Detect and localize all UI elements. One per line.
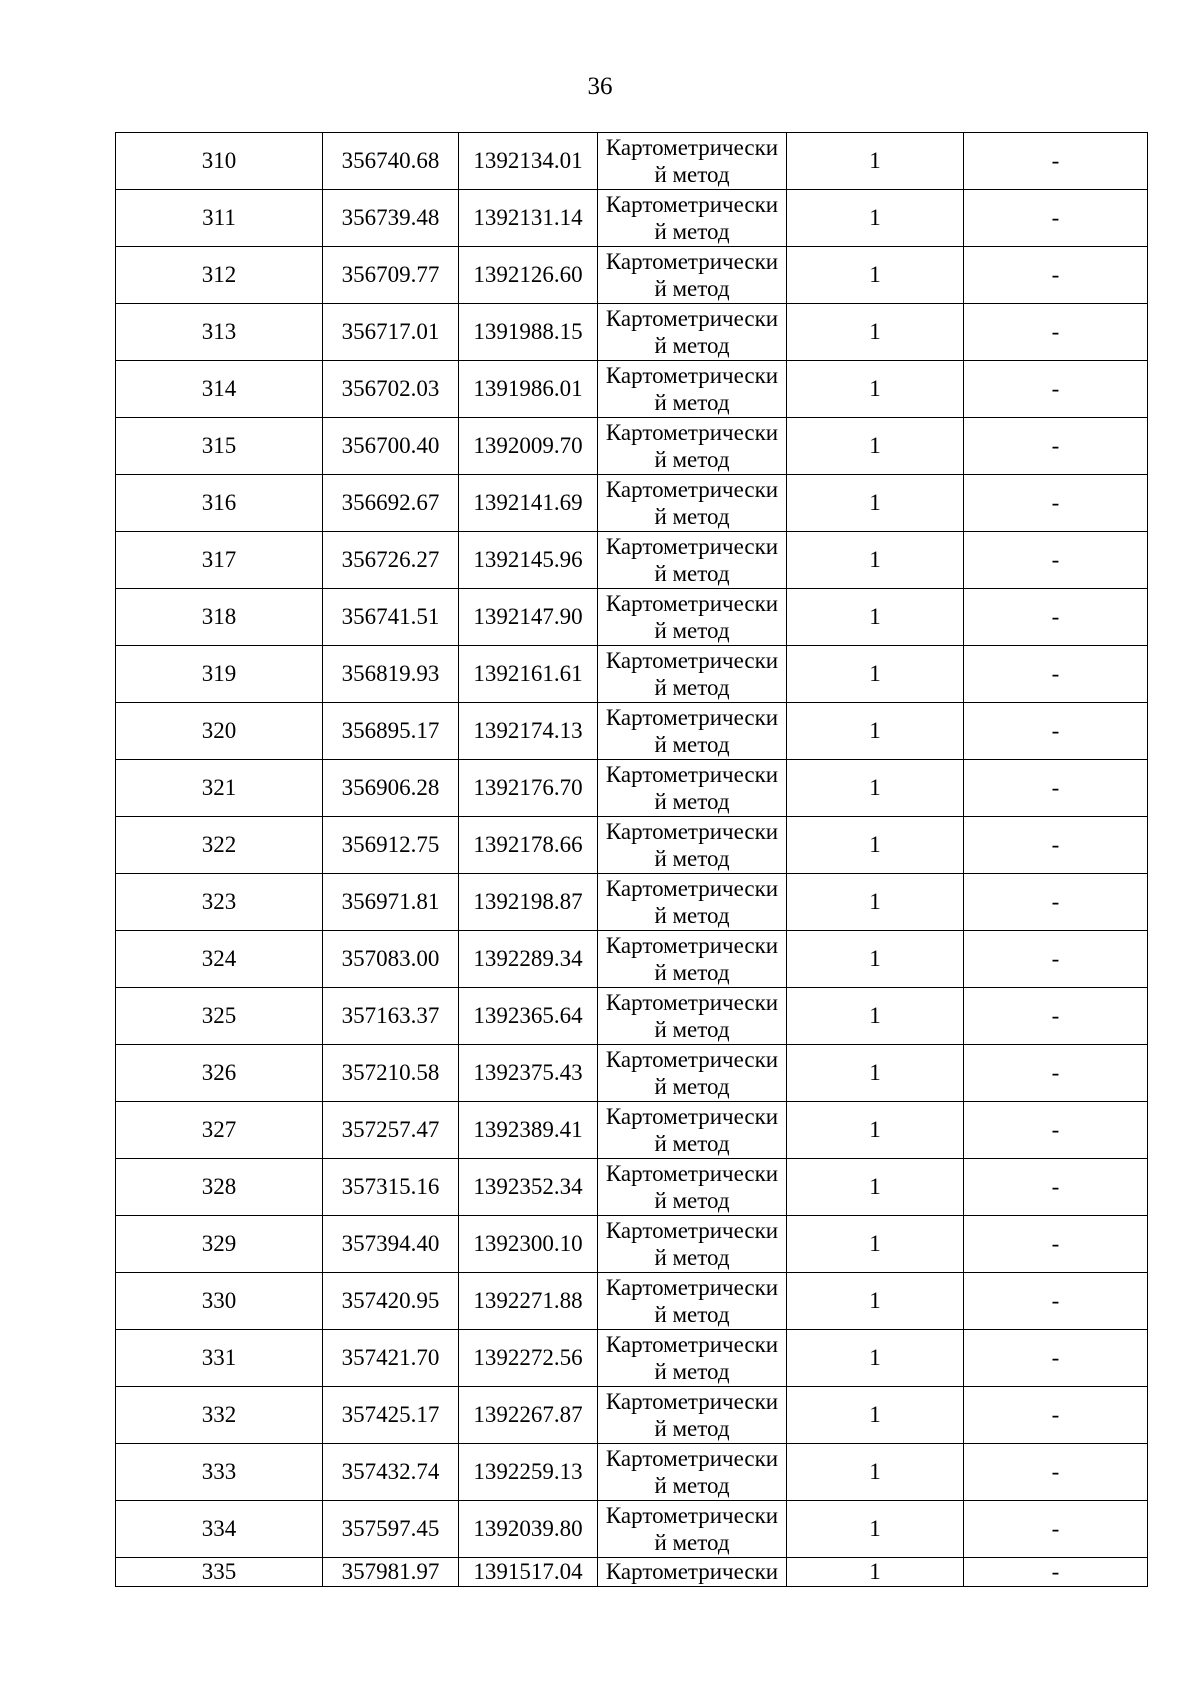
- method-cell: [598, 1387, 787, 1444]
- method-text-line: й метод: [654, 675, 730, 700]
- method-cell: [598, 703, 787, 760]
- table-row: [116, 418, 1148, 475]
- coordinate-y-cell: 1392039.80: [459, 1501, 598, 1558]
- point-number-cell: 335: [116, 1558, 323, 1587]
- coordinate-x-cell: 356741.51: [323, 589, 459, 646]
- note-cell: -: [964, 817, 1148, 874]
- coordinate-y-cell: 1392126.60: [459, 247, 598, 304]
- point-number-cell: 321: [116, 760, 323, 817]
- method-text-line: Картометрически: [605, 534, 779, 559]
- note-cell: -: [964, 1102, 1148, 1159]
- coordinate-y-cell: 1392352.34: [459, 1159, 598, 1216]
- coordinate-y-cell: 1392365.64: [459, 988, 598, 1045]
- note-cell: -: [964, 760, 1148, 817]
- method-text-line: й метод: [654, 162, 730, 187]
- table-row: [116, 988, 1148, 1045]
- table-row: [116, 760, 1148, 817]
- point-number-cell: 319: [116, 646, 323, 703]
- point-number-cell: 326: [116, 1045, 323, 1102]
- method-text-line: Картометрически: [605, 135, 779, 160]
- note-cell: -: [964, 475, 1148, 532]
- method-text-line: Картометрически: [605, 876, 779, 901]
- note-cell: -: [964, 304, 1148, 361]
- note-cell: -: [964, 1501, 1148, 1558]
- accuracy-cell: 1: [787, 247, 964, 304]
- coordinate-x-cell: 356819.93: [323, 646, 459, 703]
- method-text-line: й метод: [654, 1074, 730, 1099]
- coordinate-y-cell: 1392176.70: [459, 760, 598, 817]
- method-text-line: й метод: [654, 846, 730, 871]
- note-cell: -: [964, 1045, 1148, 1102]
- accuracy-cell: 1: [787, 1387, 964, 1444]
- accuracy-cell: 1: [787, 988, 964, 1045]
- table-row: [116, 589, 1148, 646]
- method-text-line: Картометрически: [605, 1161, 779, 1186]
- point-number-cell: 333: [116, 1444, 323, 1501]
- coordinate-x-cell: 356740.68: [323, 133, 459, 190]
- method-text-line: й метод: [654, 1473, 730, 1498]
- coordinate-x-cell: 356895.17: [323, 703, 459, 760]
- method-cell: [598, 874, 787, 931]
- method-text-line: й метод: [654, 1017, 730, 1042]
- coordinate-x-cell: 357420.95: [323, 1273, 459, 1330]
- coordinate-y-cell: 1392272.56: [459, 1330, 598, 1387]
- method-text-line: Картометрически: [605, 1559, 779, 1584]
- method-cell: [598, 304, 787, 361]
- method-text-line: й метод: [654, 1302, 730, 1327]
- coordinate-x-cell: 356971.81: [323, 874, 459, 931]
- method-cell: [598, 133, 787, 190]
- point-number-cell: 328: [116, 1159, 323, 1216]
- method-text-line: й метод: [654, 1359, 730, 1384]
- coordinate-x-cell: 357597.45: [323, 1501, 459, 1558]
- point-number-cell: 313: [116, 304, 323, 361]
- method-cell: [598, 1273, 787, 1330]
- coordinate-y-cell: 1392134.01: [459, 133, 598, 190]
- method-cell: [598, 247, 787, 304]
- point-number-cell: 329: [116, 1216, 323, 1273]
- coordinate-x-cell: 357083.00: [323, 931, 459, 988]
- method-text-line: Картометрически: [605, 1218, 779, 1243]
- method-text-line: Картометрически: [605, 705, 779, 730]
- table-row: [116, 1045, 1148, 1102]
- method-cell: [598, 1558, 787, 1587]
- coordinate-y-cell: 1392259.13: [459, 1444, 598, 1501]
- table-row: [116, 247, 1148, 304]
- method-text-line: Картометрически: [605, 1332, 779, 1357]
- method-cell: [598, 1102, 787, 1159]
- accuracy-cell: 1: [787, 1558, 964, 1587]
- note-cell: -: [964, 1444, 1148, 1501]
- point-number-cell: 325: [116, 988, 323, 1045]
- point-number-cell: 312: [116, 247, 323, 304]
- point-number-cell: 330: [116, 1273, 323, 1330]
- method-cell: [598, 589, 787, 646]
- accuracy-cell: 1: [787, 1102, 964, 1159]
- coordinate-y-cell: 1392389.41: [459, 1102, 598, 1159]
- coordinate-x-cell: 357432.74: [323, 1444, 459, 1501]
- coordinate-y-cell: 1392375.43: [459, 1045, 598, 1102]
- method-cell: [598, 760, 787, 817]
- note-cell: -: [964, 1159, 1148, 1216]
- point-number-cell: 317: [116, 532, 323, 589]
- point-number-cell: 324: [116, 931, 323, 988]
- method-text-line: й метод: [654, 1416, 730, 1441]
- method-cell: [598, 475, 787, 532]
- method-text-line: Картометрически: [605, 1389, 779, 1414]
- method-text-line: й метод: [654, 1188, 730, 1213]
- note-cell: -: [964, 190, 1148, 247]
- method-cell: [598, 1330, 787, 1387]
- coordinate-x-cell: 356726.27: [323, 532, 459, 589]
- coordinate-y-cell: 1392161.61: [459, 646, 598, 703]
- coordinate-y-cell: 1392300.10: [459, 1216, 598, 1273]
- accuracy-cell: 1: [787, 532, 964, 589]
- method-text-line: Картометрически: [605, 420, 779, 445]
- method-text-line: й метод: [654, 1530, 730, 1555]
- table-row: [116, 874, 1148, 931]
- accuracy-cell: 1: [787, 874, 964, 931]
- accuracy-cell: 1: [787, 1444, 964, 1501]
- table-row: [116, 475, 1148, 532]
- coordinate-y-cell: 1391517.04: [459, 1558, 598, 1587]
- method-text-line: Картометрически: [605, 591, 779, 616]
- accuracy-cell: 1: [787, 760, 964, 817]
- coordinate-y-cell: 1392178.66: [459, 817, 598, 874]
- coordinate-x-cell: 356717.01: [323, 304, 459, 361]
- table-row: [116, 361, 1148, 418]
- method-text-line: Картометрически: [605, 933, 779, 958]
- method-text-line: Картометрически: [605, 1446, 779, 1471]
- coordinate-x-cell: 357163.37: [323, 988, 459, 1045]
- coordinate-y-cell: 1392198.87: [459, 874, 598, 931]
- note-cell: -: [964, 361, 1148, 418]
- note-cell: -: [964, 1330, 1148, 1387]
- coordinate-y-cell: 1392009.70: [459, 418, 598, 475]
- note-cell: -: [964, 874, 1148, 931]
- method-text-line: Картометрически: [605, 477, 779, 502]
- note-cell: -: [964, 703, 1148, 760]
- point-number-cell: 323: [116, 874, 323, 931]
- page-number: 36: [587, 73, 613, 100]
- method-text-line: й метод: [654, 789, 730, 814]
- method-text-line: Картометрически: [605, 819, 779, 844]
- coordinate-x-cell: 356702.03: [323, 361, 459, 418]
- coordinate-y-cell: 1392271.88: [459, 1273, 598, 1330]
- coordinate-x-cell: 357981.97: [323, 1558, 459, 1587]
- method-text-line: й метод: [654, 390, 730, 415]
- accuracy-cell: 1: [787, 1216, 964, 1273]
- method-text-line: Картометрически: [605, 1275, 779, 1300]
- coordinate-y-cell: 1391988.15: [459, 304, 598, 361]
- table-row: [116, 190, 1148, 247]
- method-cell: [598, 190, 787, 247]
- method-text-line: й метод: [654, 561, 730, 586]
- coordinate-y-cell: 1392141.69: [459, 475, 598, 532]
- point-number-cell: 322: [116, 817, 323, 874]
- note-cell: -: [964, 418, 1148, 475]
- method-text-line: Картометрически: [605, 1503, 779, 1528]
- method-text-line: й метод: [654, 1245, 730, 1270]
- note-cell: -: [964, 589, 1148, 646]
- method-cell: [598, 646, 787, 703]
- point-number-cell: 332: [116, 1387, 323, 1444]
- method-cell: [598, 931, 787, 988]
- coordinate-x-cell: 357421.70: [323, 1330, 459, 1387]
- coordinate-y-cell: 1392289.34: [459, 931, 598, 988]
- method-text-line: Картометрически: [605, 990, 779, 1015]
- table-row: [116, 1273, 1148, 1330]
- accuracy-cell: 1: [787, 589, 964, 646]
- note-cell: -: [964, 1558, 1148, 1587]
- method-text-line: й метод: [654, 732, 730, 757]
- note-cell: -: [964, 646, 1148, 703]
- accuracy-cell: 1: [787, 1501, 964, 1558]
- point-number-cell: 320: [116, 703, 323, 760]
- accuracy-cell: 1: [787, 304, 964, 361]
- coordinate-x-cell: 357425.17: [323, 1387, 459, 1444]
- method-cell: [598, 1045, 787, 1102]
- point-number-cell: 314: [116, 361, 323, 418]
- coordinate-y-cell: 1392174.13: [459, 703, 598, 760]
- method-cell: [598, 1501, 787, 1558]
- accuracy-cell: 1: [787, 646, 964, 703]
- table-row: [116, 646, 1148, 703]
- method-cell: [598, 532, 787, 589]
- coordinate-x-cell: 356912.75: [323, 817, 459, 874]
- note-cell: -: [964, 1273, 1148, 1330]
- table-row: [116, 703, 1148, 760]
- accuracy-cell: 1: [787, 133, 964, 190]
- note-cell: -: [964, 988, 1148, 1045]
- coordinates-table: [115, 132, 1148, 1587]
- method-text-line: й метод: [654, 219, 730, 244]
- accuracy-cell: 1: [787, 418, 964, 475]
- point-number-cell: 310: [116, 133, 323, 190]
- coordinate-y-cell: 1391986.01: [459, 361, 598, 418]
- accuracy-cell: 1: [787, 361, 964, 418]
- method-text-line: Картометрически: [605, 192, 779, 217]
- note-cell: -: [964, 532, 1148, 589]
- table-row: [116, 1444, 1148, 1501]
- table-row: [116, 1102, 1148, 1159]
- method-text-line: Картометрически: [605, 762, 779, 787]
- accuracy-cell: 1: [787, 703, 964, 760]
- accuracy-cell: 1: [787, 1159, 964, 1216]
- method-text-line: й метод: [654, 447, 730, 472]
- table-row: [116, 1558, 1148, 1587]
- coordinates-table-body: [116, 133, 1148, 1587]
- method-cell: [598, 817, 787, 874]
- coordinate-y-cell: 1392131.14: [459, 190, 598, 247]
- table-row: [116, 1501, 1148, 1558]
- coordinate-y-cell: 1392147.90: [459, 589, 598, 646]
- method-cell: [598, 1159, 787, 1216]
- coordinate-x-cell: 356700.40: [323, 418, 459, 475]
- point-number-cell: 331: [116, 1330, 323, 1387]
- method-cell: [598, 988, 787, 1045]
- method-text-line: й метод: [654, 618, 730, 643]
- method-cell: [598, 418, 787, 475]
- method-text-line: й метод: [654, 276, 730, 301]
- coordinate-x-cell: 357210.58: [323, 1045, 459, 1102]
- method-text-line: й метод: [654, 333, 730, 358]
- method-text-line: й метод: [654, 903, 730, 928]
- accuracy-cell: 1: [787, 1330, 964, 1387]
- method-text-line: Картометрически: [605, 363, 779, 388]
- accuracy-cell: 1: [787, 1045, 964, 1102]
- table-row: [116, 1387, 1148, 1444]
- table-row: [116, 817, 1148, 874]
- method-text-line: й метод: [654, 1131, 730, 1156]
- note-cell: -: [964, 1387, 1148, 1444]
- accuracy-cell: 1: [787, 475, 964, 532]
- coordinate-x-cell: 356692.67: [323, 475, 459, 532]
- coordinate-x-cell: 356739.48: [323, 190, 459, 247]
- point-number-cell: 311: [116, 190, 323, 247]
- accuracy-cell: 1: [787, 190, 964, 247]
- point-number-cell: 318: [116, 589, 323, 646]
- coordinate-x-cell: 357257.47: [323, 1102, 459, 1159]
- method-text-line: й метод: [654, 960, 730, 985]
- accuracy-cell: 1: [787, 931, 964, 988]
- coordinate-x-cell: 357394.40: [323, 1216, 459, 1273]
- method-text-line: Картометрически: [605, 1047, 779, 1072]
- note-cell: -: [964, 931, 1148, 988]
- note-cell: -: [964, 1216, 1148, 1273]
- table-row: [116, 1330, 1148, 1387]
- point-number-cell: 334: [116, 1501, 323, 1558]
- coordinate-x-cell: 357315.16: [323, 1159, 459, 1216]
- coordinate-x-cell: 356709.77: [323, 247, 459, 304]
- method-text-line: Картометрически: [605, 648, 779, 673]
- method-text-line: Картометрически: [605, 249, 779, 274]
- point-number-cell: 316: [116, 475, 323, 532]
- method-text-line: Картометрически: [605, 1104, 779, 1129]
- note-cell: -: [964, 133, 1148, 190]
- method-cell: [598, 1216, 787, 1273]
- coordinate-y-cell: 1392267.87: [459, 1387, 598, 1444]
- table-row: [116, 532, 1148, 589]
- note-cell: -: [964, 247, 1148, 304]
- table-row: [116, 304, 1148, 361]
- table-row: [116, 1159, 1148, 1216]
- method-cell: [598, 1444, 787, 1501]
- coordinate-x-cell: 356906.28: [323, 760, 459, 817]
- coordinate-y-cell: 1392145.96: [459, 532, 598, 589]
- method-text-line: й метод: [654, 504, 730, 529]
- table-row: [116, 1216, 1148, 1273]
- point-number-cell: 327: [116, 1102, 323, 1159]
- point-number-cell: 315: [116, 418, 323, 475]
- table-row: [116, 133, 1148, 190]
- table-row: [116, 931, 1148, 988]
- method-cell: [598, 361, 787, 418]
- method-text-line: Картометрически: [605, 306, 779, 331]
- accuracy-cell: 1: [787, 817, 964, 874]
- accuracy-cell: 1: [787, 1273, 964, 1330]
